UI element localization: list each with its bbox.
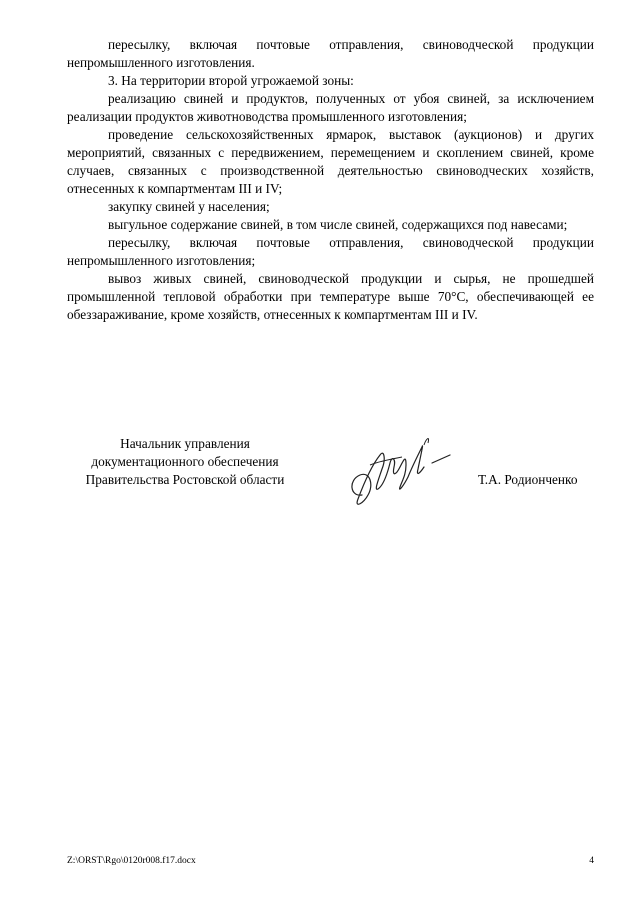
paragraph: закупку свиней у населения; <box>108 199 270 214</box>
signatory-title-line: документационного обеспечения <box>91 454 279 469</box>
paragraph: 3. На территории второй угрожаемой зоны: <box>108 73 354 88</box>
handwritten-signature <box>340 425 460 515</box>
body-text <box>67 36 594 324</box>
paragraph: реализацию свиней и продуктов, полученных от убоя свиней, за исключением реализации продуктов животноводства промышленного изготовления; <box>67 91 594 124</box>
footer-file-path: Z:\ORST\Rgo\0120r008.f17.docx <box>67 856 196 866</box>
paragraph: пересылку, включая почтовые отправления, свиноводческой продукции непромышленного изготовления; <box>67 235 594 268</box>
paragraph: проведение сельскохозяйственных ярмарок, выставок (аукционов) и других мероприятий, связанных с передвижением, перемещением и скоплением свиней, кроме случаев, связанных с производственной деятельностью свиноводческих хозяйств, отнесенных к компартментам III и IV; <box>67 127 594 196</box>
paragraph: пересылку, включая почтовые отправления, свиноводческой продукции непромышленного изготовления. <box>67 37 594 70</box>
signatory-title <box>60 435 310 489</box>
signatory-name: Т.А. Родионченко <box>478 472 578 487</box>
signatory-title-line: Правительства Ростовской области <box>85 472 285 487</box>
footer-page-number: 4 <box>589 856 594 866</box>
paragraph: выгульное содержание свиней, в том числе свиней, содержащихся под навесами; <box>108 217 568 232</box>
paragraph: вывоз живых свиней, свиноводческой продукции и сырья, не прошедшей промышленной тепловой обработки при температуре выше 70°С, обеспечивающей ее обеззараживание, кроме хозяйств, отнесенных к компартментам III и IV. <box>67 271 594 322</box>
signatory-title-line: Начальник управления <box>120 436 250 451</box>
